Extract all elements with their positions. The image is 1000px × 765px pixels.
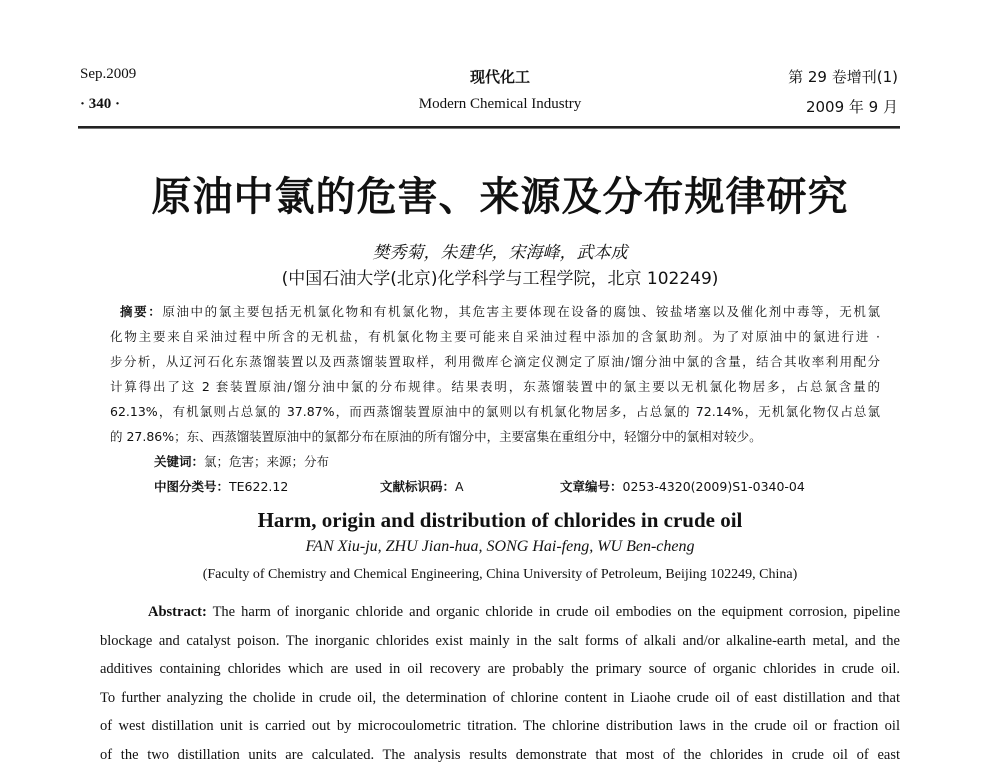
abstract-cn-line: 计算得出了这 2 套装置原油/馏分油中氯的分布规律。结果表明，东蒸馏装置中的氯主要以无机氯化物居多，占总氯含量的 xyxy=(110,379,880,394)
article-number-label: 文章编号： xyxy=(560,479,623,494)
abstract-en-line: of the two distillation units are calculated. The analysis results demonstrate that most of the chlorides in crude oil of east xyxy=(100,747,900,763)
abstract-en-line: To further analyzing the cholide in crude oil, the determination of chlorine content in Liaohe crude oil of east distillation and that xyxy=(100,690,900,706)
classification-value: TE622.12 xyxy=(229,479,289,494)
document-code xyxy=(380,477,464,495)
journal-name-en: Modern Chemical Industry xyxy=(418,96,582,112)
abstract-cn-line: 步分析，从辽河石化东蒸馏装置以及西蒸馏装置取样，利用微库仑滴定仪测定了原油/馏分油中氯的含量，结合其收率利用配分 xyxy=(110,354,880,369)
paper-title-en: Harm, origin and distribution of chlorides in crude oil xyxy=(257,508,743,532)
volume-info: 第 29 卷增刊(1) xyxy=(788,68,898,86)
affiliation-en: (Faculty of Chemistry and Chemical Engineering, China University of Petroleum, Beijing 102249, China) xyxy=(202,567,798,582)
abstract-cn-line: 的 27.86%；东、西蒸馏装置原油中的氯都分布在原油的所有馏分中，主要富集在重组分中，轻馏分中的氯相对较少。 xyxy=(110,429,762,444)
document-code-label: 文献标识码： xyxy=(380,479,456,494)
abstract-en-text: The harm of inorganic chloride and organic chloride in crude oil embodies on the equipment corrosion, pipeline xyxy=(212,604,900,620)
authors-en: FAN Xiu-ju, ZHU Jian-hua, SONG Hai-feng, WU Ben-cheng xyxy=(305,538,695,555)
keywords-label: 关键词： xyxy=(154,454,205,469)
authors-cn: 樊秀菊，朱建华，宋海峰，武本成 xyxy=(372,243,628,263)
article-number xyxy=(560,477,805,495)
abstract-cn-label: 摘要： xyxy=(120,304,163,319)
document-code-value: A xyxy=(455,479,464,494)
abstract-en-line: of west distillation unit is carried out by microcoulometric titration. The chlorine distribution laws in the crude oil or fraction oil xyxy=(100,718,900,734)
keywords-cn xyxy=(154,452,329,470)
abstract-en-label: Abstract: xyxy=(148,604,207,620)
abstract-cn-line: 化物主要来自采油过程中所含的无机盐，有机氯化物主要可能来自采油过程中添加的含氯助剂。为了对原油中的氯进行进 · xyxy=(110,329,880,344)
abstract-cn-line: 62.13%，有机氯则占总氯的 37.87%，而西蒸馏装置原油中的氯则以有机氯化物居多，占总氯的 72.14%，无机氯化物仅占总氯 xyxy=(110,404,880,419)
article-number-value: 0253-4320(2009)S1-0340-04 xyxy=(622,479,805,494)
page-number: · 340 · xyxy=(80,96,121,112)
abstract-en-line xyxy=(148,602,900,622)
header-rule xyxy=(78,126,900,129)
affiliation-cn: (中国石油大学(北京)化学科学与工程学院，北京 102249) xyxy=(281,269,719,289)
abstract-cn-text: 原油中的氯主要包括无机氯化物和有机氯化物，其危害主要体现在设备的腐蚀、铵盐堵塞以及催化剂中毒等，无机氯 xyxy=(162,304,880,319)
paper-title-cn: 原油中氯的危害、来源及分布规律研究 xyxy=(151,174,849,220)
abstract-cn-line xyxy=(120,303,880,321)
keywords-value: 氯；危害；来源；分布 xyxy=(204,454,330,469)
issue-date: 2009 年 9 月 xyxy=(805,98,898,116)
abstract-en-line: additives containing chlorides which are used in oil recovery are probably the primary source of organic chlorides in crude oil. xyxy=(100,661,900,677)
journal-name-cn: 现代化工 xyxy=(469,68,530,86)
header-date: Sep.2009 xyxy=(80,66,137,82)
classification-number xyxy=(154,477,288,495)
abstract-en-line: blockage and catalyst poison. The inorganic chlorides exist mainly in the salt forms of alkali and/or alkaline-earth metal, and the xyxy=(100,633,900,649)
classification-label: 中图分类号： xyxy=(154,479,230,494)
